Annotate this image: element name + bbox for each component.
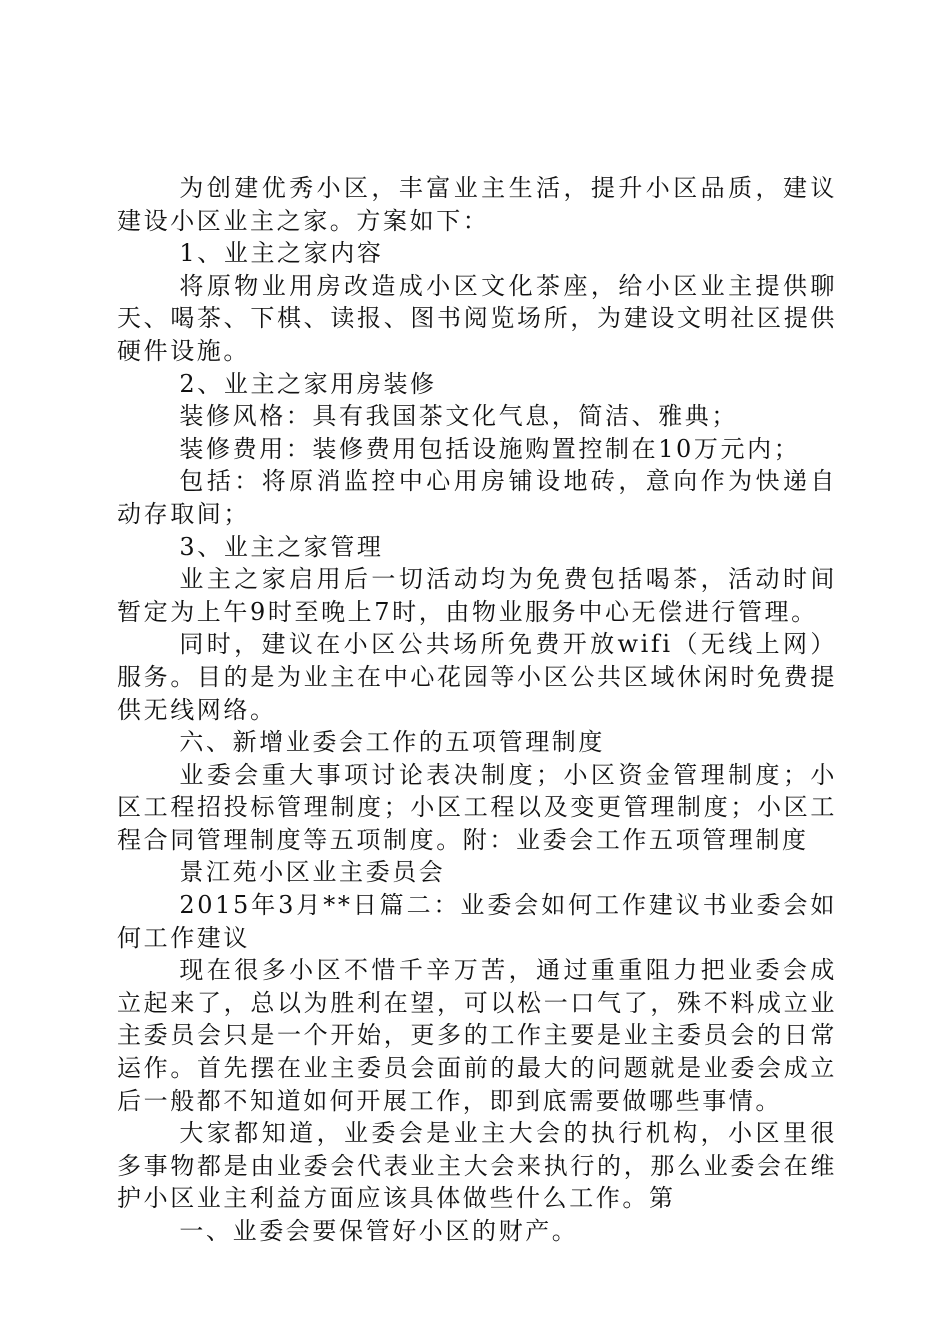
heading-section-1: 1、业主之家内容 (179, 239, 384, 268)
paragraph-five-systems: 业委会重大事项讨论表决制度；小区资金管理制度；小区工程招投标管理制度；小区工程以及变更管理制度；小区工程合同管理制度等五项制度。附：业委会工作五项管理制度 (117, 760, 837, 854)
paragraph-part2-intro: 现在很多小区不惜千辛万苦，通过重重阻力把业委会成立起来了，总以为胜利在望，可以松一口气了，殊不料成立业主委员会只是一个开始，更多的工作主要是业主委员会的日常运作。首先摆在业主委员会面前的最大的问题就是业委会成立后一般都不知道如何开展工作，即到底需要做哪些事情。 (117, 956, 837, 1115)
heading-part2-item-1: 一、业委会要保管好小区的财产。 (179, 1217, 579, 1245)
paragraph-management: 业主之家启用后一切活动均为免费包括喝茶，活动时间暂定为上午9时至晚上7时，由物业服务中心无偿进行管理。 (117, 565, 837, 626)
paragraph-wifi: 同时，建议在小区公共场所免费开放wifi（无线上网）服务。目的是为业主在中心花园等小区公共区域休闲时免费提供无线网络。 (117, 630, 837, 724)
heading-section-6: 六、新增业委会工作的五项管理制度 (179, 728, 605, 757)
paragraph-part2-role: 大家都知道，业委会是业主大会的执行机构，小区里很多事物都是由业委会代表业主大会来执行的，那么业委会在维护小区业主利益方面应该具体做些什么工作。第 (117, 1119, 837, 1213)
paragraph-date-part2: 2015年3月**日篇二：业委会如何工作建议书业委会如何工作建议 (117, 891, 837, 952)
document-body (117, 172, 837, 1248)
signature-committee: 景江苑小区业主委员会 (179, 858, 446, 887)
paragraph-intro: 为创建优秀小区，丰富业主生活，提升小区品质，建议建设小区业主之家。方案如下： (117, 174, 837, 235)
heading-section-3: 3、业主之家管理 (179, 532, 384, 561)
paragraph-decor-cost: 装修费用：装修费用包括设施购置控制在10万元内； (179, 434, 801, 463)
paragraph-includes: 包括：将原消监控中心用房铺设地砖，意向作为快递自动存取间； (117, 467, 837, 528)
paragraph-section-1: 将原物业用房改造成小区文化茶座，给小区业主提供聊天、喝茶、下棋、读报、图书阅览场所，为建设文明社区提供硬件设施。 (117, 271, 837, 365)
heading-section-2: 2、业主之家用房装修 (179, 369, 437, 398)
paragraph-decor-style: 装修风格：具有我国茶文化气息，简洁、雅典； (179, 402, 738, 431)
